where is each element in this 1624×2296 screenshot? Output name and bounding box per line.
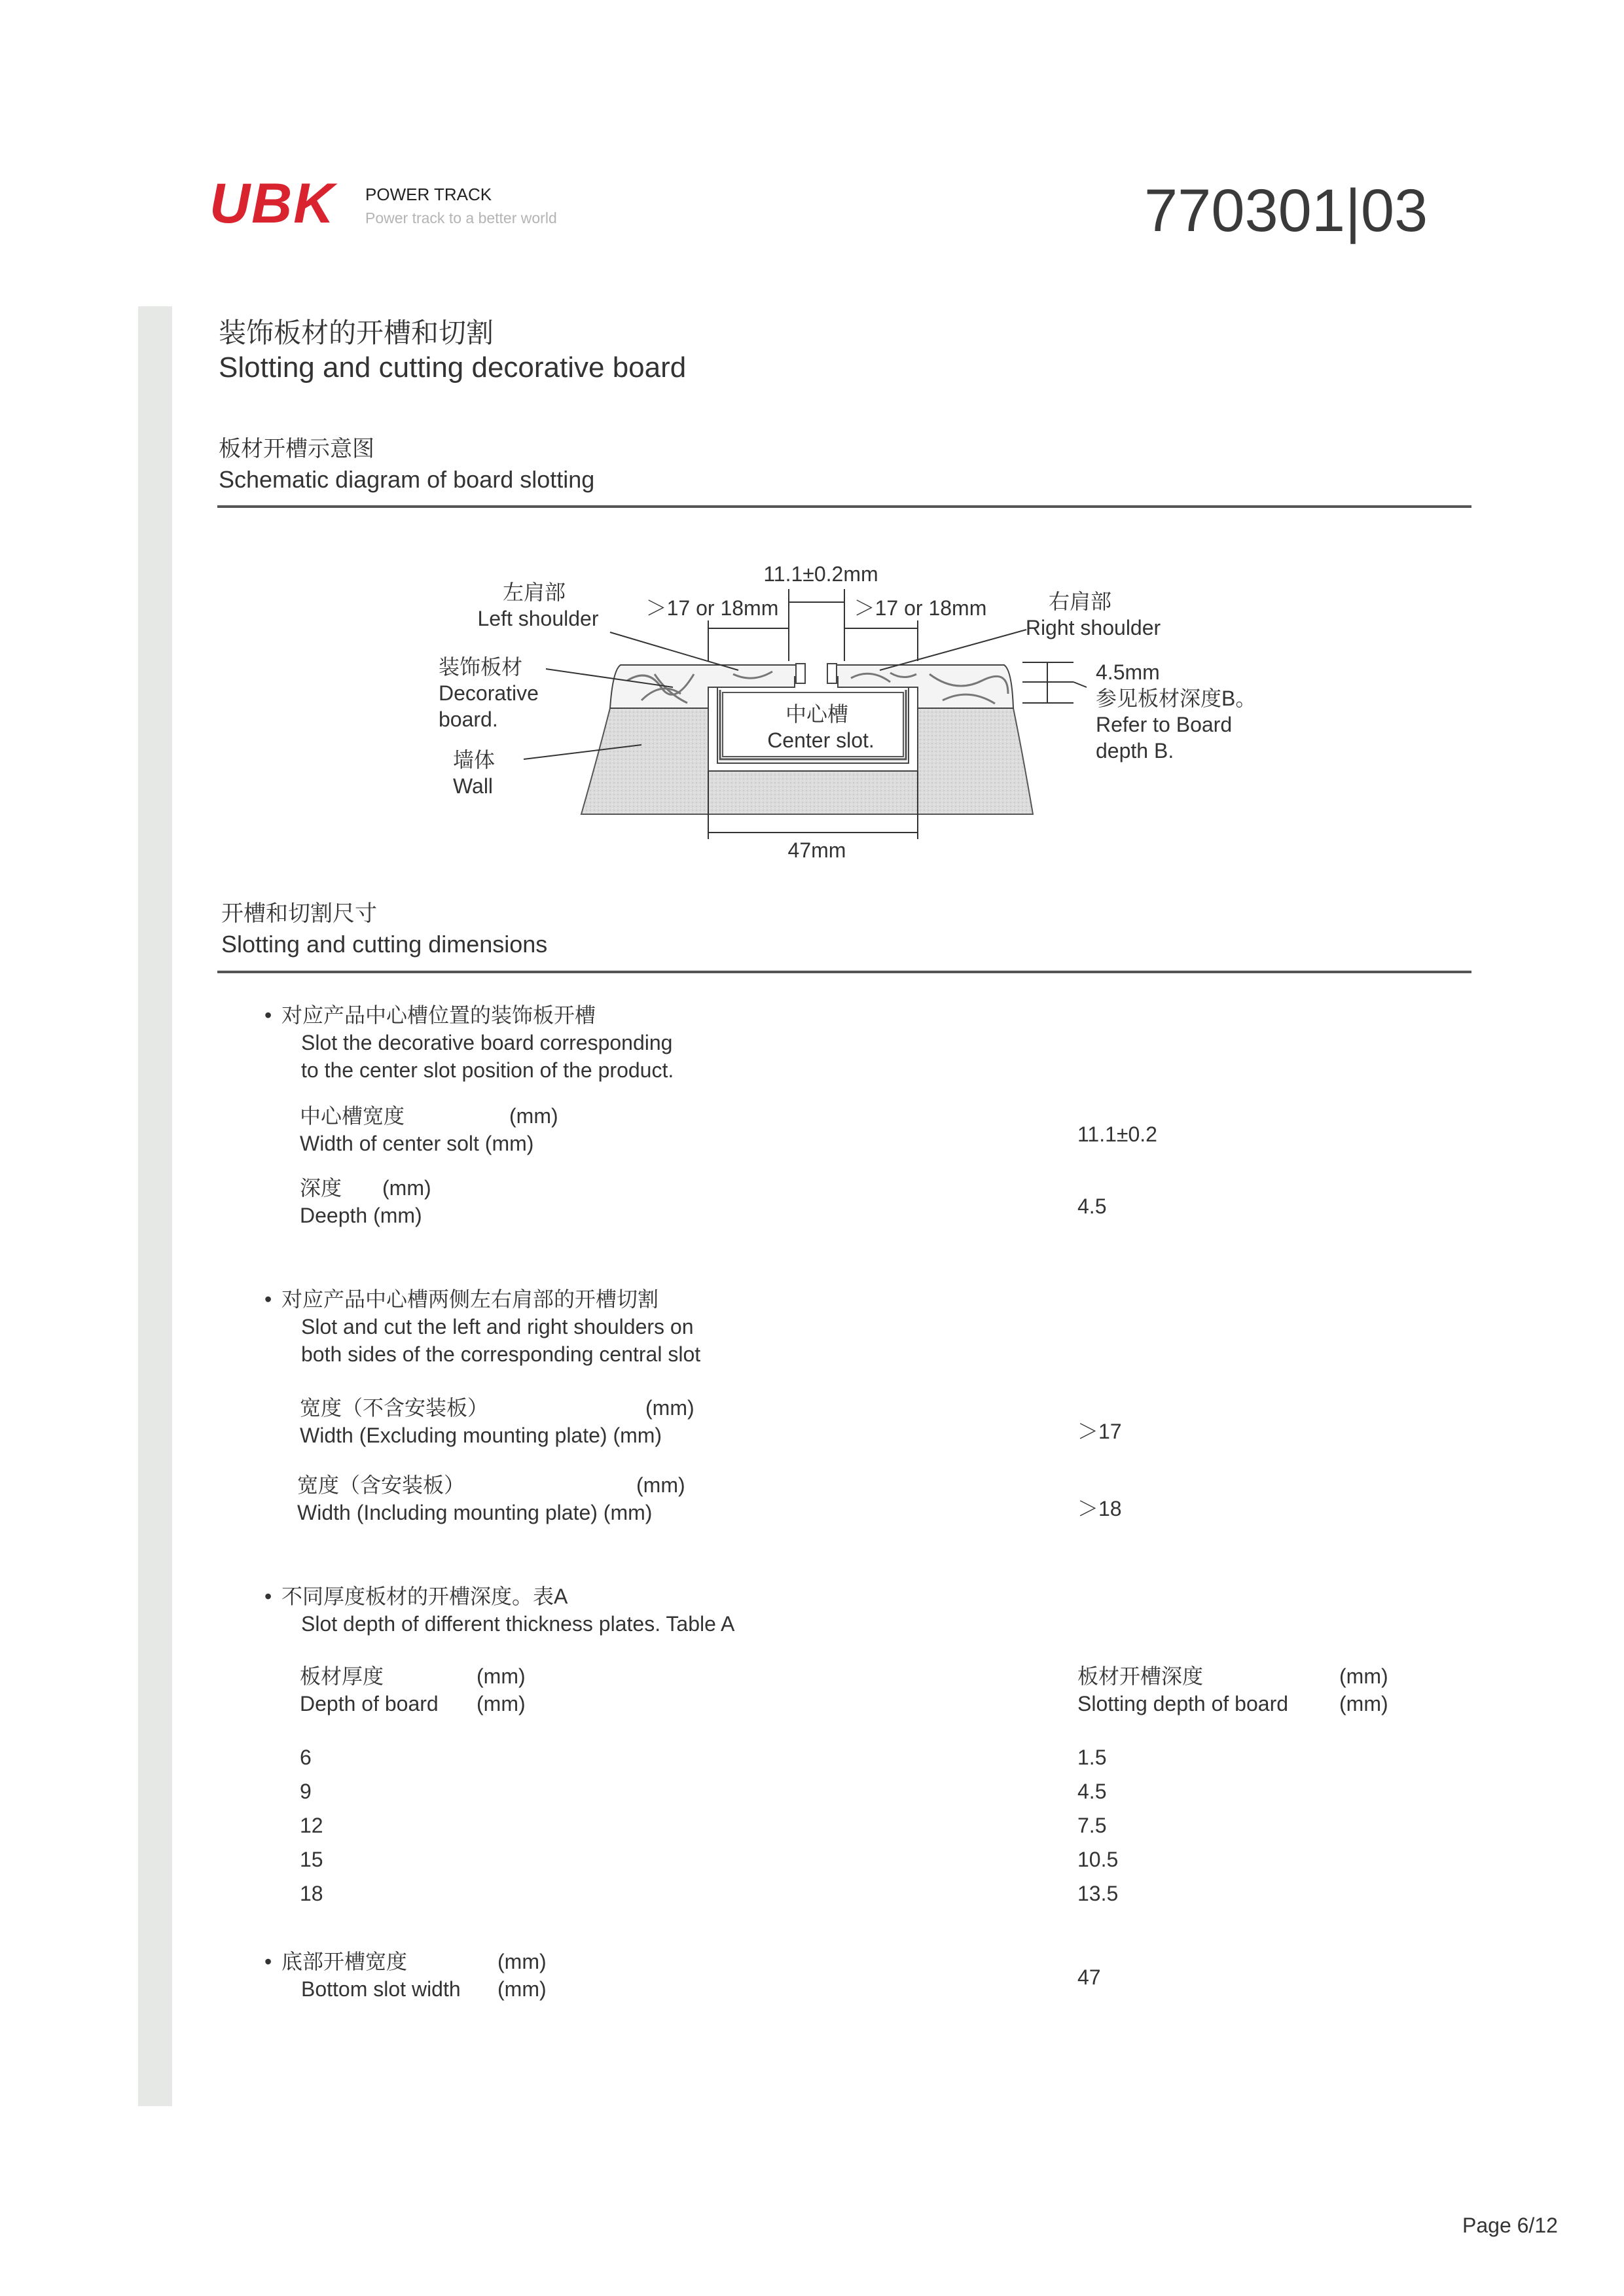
label-slot-en: Center slot. (767, 728, 875, 752)
center-slot-width-unit: (mm) (509, 1104, 558, 1128)
bottom-slot-zh: 底部开槽宽度 (281, 1950, 408, 1973)
label-board-en-1: Decorative (439, 681, 539, 705)
table-a-col1-zh: 板材厚度 (300, 1664, 384, 1688)
bottom-slot-en: Bottom slot width (301, 1977, 461, 2001)
label-left-width: ＞17 or 18mm (645, 596, 779, 620)
leader-right-shoulder (880, 630, 1026, 670)
table-row: 4.5 (1077, 1780, 1107, 1803)
label-slot-zh: 中心槽 (785, 702, 849, 726)
center-slot-width-zh: 中心槽宽度 (300, 1104, 405, 1128)
page-title-zh: 装饰板材的开槽和切割 (219, 317, 494, 348)
width-excluding-unit: (mm) (645, 1396, 695, 1420)
label-bottom-width: 47mm (787, 838, 846, 862)
shoulders-bullet-zh: • 对应产品中心槽两侧左右肩部的开槽切割 (281, 1287, 659, 1311)
center-slot-depth-label (300, 1174, 431, 1229)
width-excluding-en: Width (Excluding mounting plate) (mm) (300, 1424, 662, 1448)
label-board-zh: 装饰板材 (439, 655, 523, 679)
track-clip-right (827, 664, 837, 683)
label-depth-en-1: Refer to Board (1096, 713, 1233, 736)
width-including-en: Width (Including mounting plate) (mm) (297, 1501, 653, 1525)
table-a-bullet-en: Slot depth of different thickness plates. Table A (301, 1612, 735, 1636)
table-a-col2-en: Slotting depth of board (1077, 1692, 1289, 1716)
label-wall-zh: 墙体 (453, 748, 496, 772)
bottom-slot-unit-en: (mm) (497, 1977, 547, 2001)
dimensions-heading-zh: 开槽和切割尺寸 (221, 901, 377, 926)
table-a-bullet (281, 1583, 734, 1638)
brand-name: POWER TRACK (365, 185, 492, 204)
table-a-col2-unit-en: (mm) (1339, 1692, 1388, 1716)
bottom-slot-bullet (281, 1948, 547, 2003)
board-slotting-diagram (0, 0, 1624, 916)
center-slot-bullet-zh: • 对应产品中心槽位置的装饰板开槽 (281, 1003, 596, 1027)
width-including-unit: (mm) (636, 1473, 685, 1497)
center-slot-bullet-en-1: Slot the decorative board corresponding (301, 1031, 673, 1055)
center-slot-depth-value: 4.5 (1077, 1194, 1107, 1218)
width-including-zh: 宽度（含安装板） (297, 1473, 465, 1497)
label-board-en-2: board. (439, 708, 498, 731)
shoulders-bullet-en-2: both sides of the corresponding central slot (301, 1342, 701, 1367)
table-a-col2-zh: 板材开槽深度 (1077, 1664, 1204, 1688)
table-a-bullet-zh: • 不同厚度板材的开槽深度。表A (281, 1585, 568, 1608)
label-left-shoulder-en: Left shoulder (477, 607, 599, 630)
label-left-shoulder-zh: 左肩部 (502, 581, 566, 604)
width-including-label (297, 1471, 685, 1526)
table-row: 1.5 (1077, 1746, 1107, 1769)
schematic-heading-zh: 板材开槽示意图 (219, 437, 374, 461)
center-slot-bullet (281, 1001, 674, 1085)
table-row: 18 (300, 1882, 323, 1905)
table-a-col2-header (1077, 1662, 1388, 1717)
ubk-logo: UBK (209, 172, 336, 235)
label-depth-zh: 参见板材深度B。 (1096, 687, 1257, 710)
page-number: Page 6/12 (1462, 2214, 1558, 2237)
label-right-shoulder-en: Right shoulder (1025, 616, 1161, 639)
table-row: 15 (300, 1848, 323, 1871)
depth-leader (1074, 682, 1087, 687)
label-wall-en: Wall (453, 774, 494, 798)
center-slot-depth-zh: 深度 (300, 1176, 342, 1200)
center-slot-bullet-en-2: to the center slot position of the product. (301, 1058, 674, 1083)
dimensions-divider (217, 971, 1471, 973)
dimensions-heading-en: Slotting and cutting dimensions (221, 931, 548, 958)
table-row: 13.5 (1077, 1882, 1119, 1905)
table-row: 12 (300, 1814, 323, 1837)
table-a-col2-unit-zh: (mm) (1339, 1664, 1388, 1688)
label-top-width: 11.1±0.2mm (763, 562, 878, 586)
center-slot-depth-en: Deepth (mm) (300, 1204, 422, 1228)
label-depth-mm: 4.5mm (1096, 660, 1160, 684)
label-depth-en-2: depth B. (1096, 739, 1174, 762)
table-a-col1-en: Depth of board (300, 1692, 439, 1716)
brand-tagline: Power track to a better world (365, 209, 557, 226)
table-row: 9 (300, 1780, 312, 1803)
center-slot-width-label (300, 1102, 558, 1157)
table-row: 6 (300, 1746, 312, 1769)
track-clip-left (796, 664, 805, 683)
table-row: 10.5 (1077, 1848, 1119, 1871)
label-right-shoulder-zh: 右肩部 (1048, 590, 1112, 613)
width-excluding-label (300, 1394, 695, 1449)
schematic-heading-en: Schematic diagram of board slotting (219, 466, 595, 493)
page-title-en: Slotting and cutting decorative board (219, 351, 687, 384)
center-slot-depth-unit: (mm) (382, 1176, 431, 1200)
table-a-col1-unit-en: (mm) (477, 1692, 526, 1716)
bottom-slot-value: 47 (1077, 1965, 1101, 1989)
label-right-width: ＞17 or 18mm (854, 596, 987, 620)
center-slot-width-en: Width of center solt (mm) (300, 1132, 534, 1156)
shoulders-bullet-en-1: Slot and cut the left and right shoulders on (301, 1315, 694, 1339)
width-excluding-value: ＞17 (1077, 1420, 1122, 1443)
width-excluding-zh: 宽度（不含安装板） (300, 1396, 489, 1420)
shoulders-bullet (281, 1285, 700, 1369)
table-a-col1-unit-zh: (mm) (477, 1664, 526, 1688)
table-a-col1-header (300, 1662, 526, 1717)
width-including-value: ＞18 (1077, 1497, 1122, 1520)
bottom-slot-unit-zh: (mm) (497, 1950, 547, 1973)
center-slot-width-value: 11.1±0.2 (1077, 1122, 1157, 1146)
table-row: 7.5 (1077, 1814, 1107, 1837)
document-number: 770301|03 (1144, 177, 1428, 244)
